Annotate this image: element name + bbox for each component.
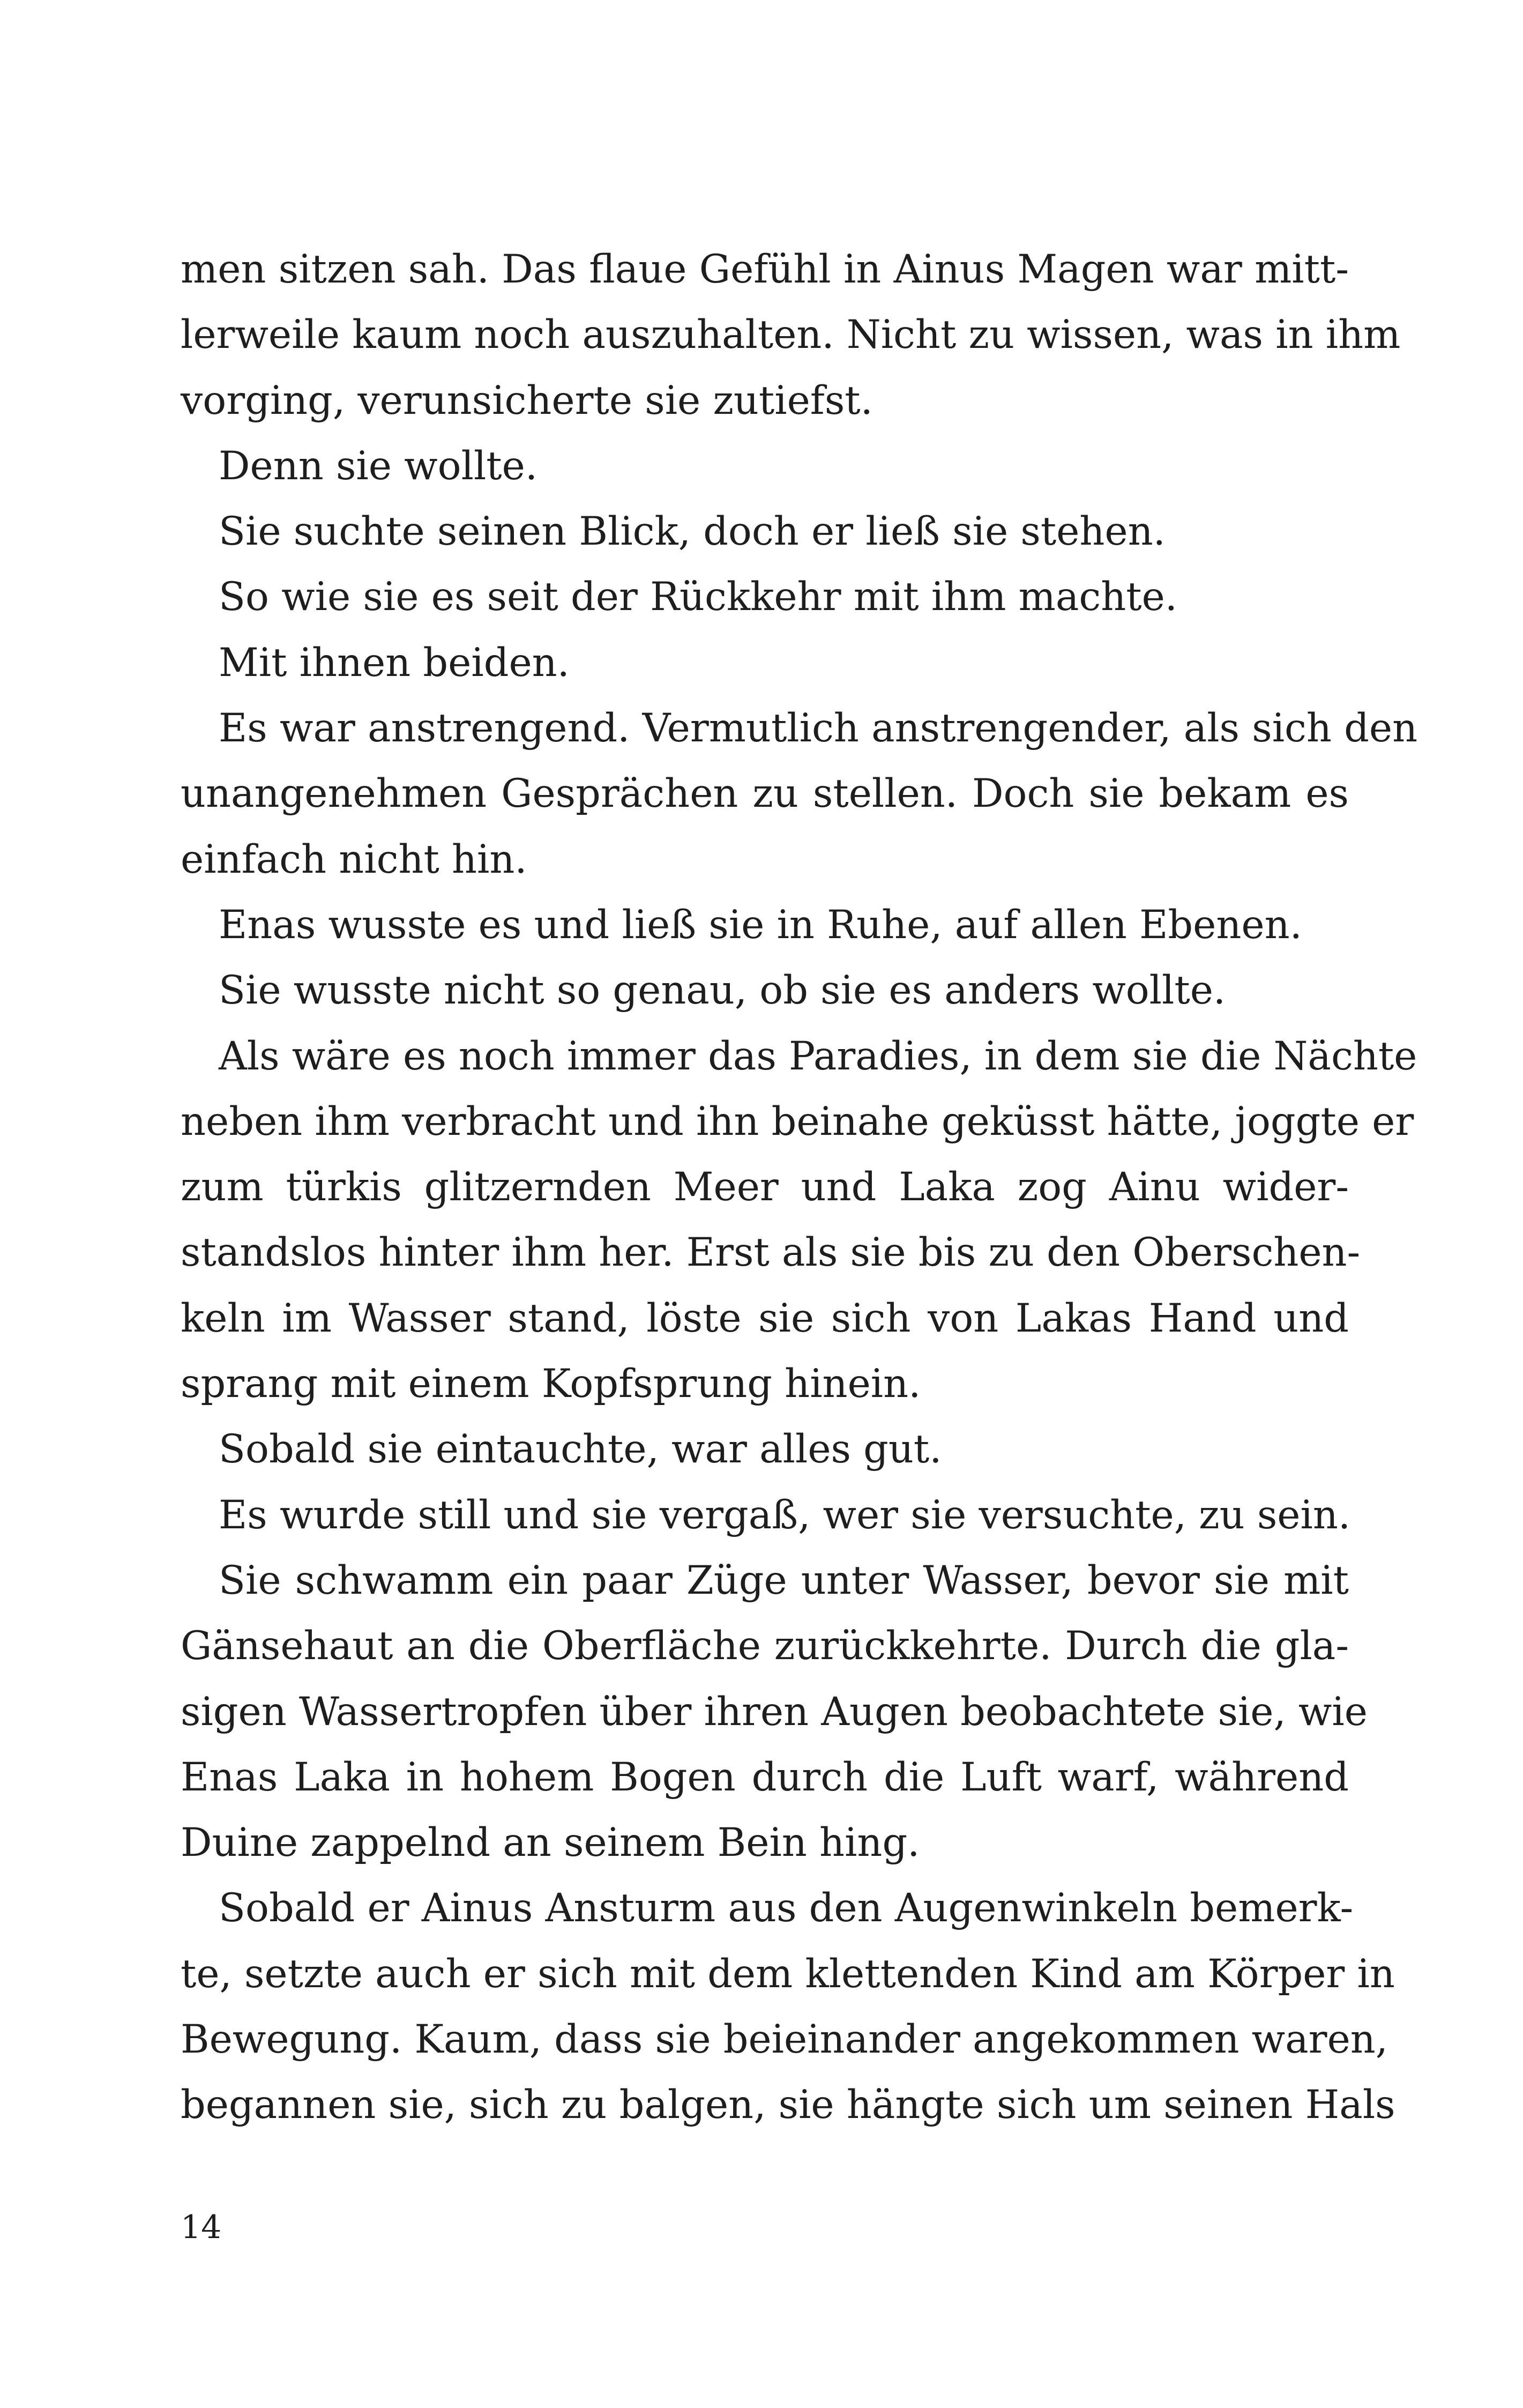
text-line: vorging, verunsicherte sie zutiefst. [181,377,873,423]
text-line: Es wurde still und sie vergaß, wer sie versuchte, zu sein. [219,1492,1351,1538]
text-line: Denn sie wollte. [219,443,538,489]
text-line: lerweile kaum noch auszuhalten. Nicht zu wissen, was in ihm [181,312,1401,358]
text-line: Bewegung. Kaum, dass sie beieinander angekommen waren, [181,2017,1388,2063]
text-line: men sitzen sah. Das flaue Gefühl in Ainus Magen war mitt- [181,247,1349,292]
text-line: zum türkis glitzernden Meer und Laka zog Ainu wider- [181,1164,1349,1210]
text-line: Sobald sie eintauchte, war alles gut. [219,1426,942,1473]
body-text [181,237,1418,2138]
text-line: Als wäre es noch immer das Paradies, in dem sie die Nächte [219,1033,1417,1079]
text-line: keln im Wasser stand, löste sie sich von Lakas Hand und [181,1295,1349,1341]
text-line: Sie schwamm ein paar Züge unter Wasser, bevor sie mit [219,1557,1349,1603]
text-line: Enas Laka in hohem Bogen durch die Luft warf, während [181,1754,1349,1800]
text-line: Mit ihnen beiden. [219,640,570,686]
text-line: begannen sie, sich zu balgen, sie hängte sich um seinen Hals [181,2082,1395,2128]
text-line: Duine zappelnd an seinem Bein hing. [181,1820,920,1866]
text-line: Sobald er Ainus Ansturm aus den Augenwinkeln bemerk- [219,1885,1354,1931]
text-line: neben ihm verbracht und ihn beinahe geküsst hätte, joggte er [181,1098,1414,1144]
text-line: Gänsehaut an die Oberfläche zurückkehrte. Durch die gla- [181,1623,1349,1669]
text-line: te, setzte auch er sich mit dem klettenden Kind am Körper in [181,1951,1395,1997]
text-line: Sie suchte seinen Blick, doch er ließ sie stehen. [219,509,1166,555]
text-line: Sie wusste nicht so genau, ob sie es anders wollte. [219,968,1226,1014]
text-line: standslos hinter ihm her. Erst als sie bis zu den Oberschen- [181,1230,1361,1276]
text-line: So wie sie es seit der Rückkehr mit ihm machte. [219,574,1177,620]
text-line: sprang mit einem Kopfsprung hinein. [181,1361,921,1407]
page-number: 14 [181,2209,222,2246]
text-line: unangenehmen Gesprächen zu stellen. Doch sie bekam es [181,771,1349,817]
text-line: sigen Wassertropfen über ihren Augen beobachtete sie, wie [181,1689,1368,1735]
text-line: Es war anstrengend. Vermutlich anstrengender, als sich den [219,705,1418,752]
text-line: Enas wusste es und ließ sie in Ruhe, auf allen Ebenen. [219,902,1302,948]
text-line: einfach nicht hin. [181,836,527,882]
